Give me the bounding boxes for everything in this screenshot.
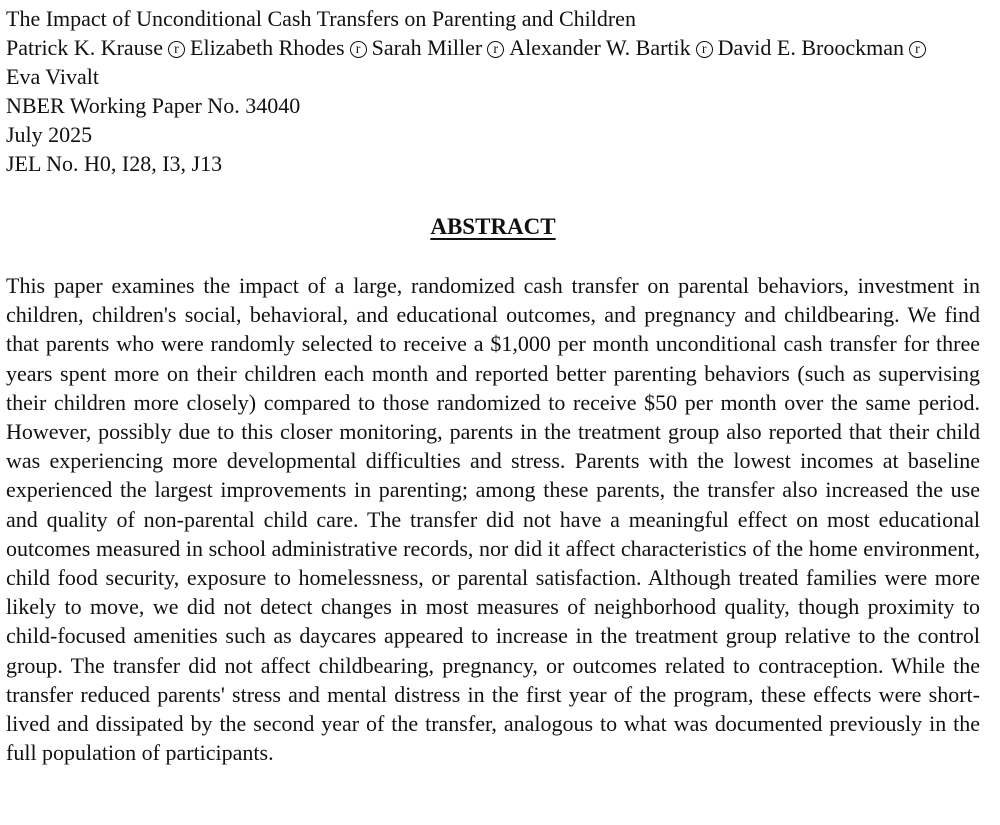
random-order-icon: r xyxy=(909,41,926,58)
working-paper-series: NBER Working Paper No. 34040 xyxy=(6,93,301,118)
author-name: Alexander W. Bartik xyxy=(509,35,691,60)
author-name: David E. Broockman xyxy=(717,35,905,60)
random-order-icon: r xyxy=(487,41,504,58)
publication-date: July 2025 xyxy=(6,122,93,147)
random-order-icon: r xyxy=(168,41,185,58)
author-name: Patrick K. Krause xyxy=(6,35,164,60)
random-order-icon: r xyxy=(696,41,713,58)
author-name: Eva Vivalt xyxy=(6,64,99,89)
random-order-icon: r xyxy=(350,41,367,58)
author-name: Elizabeth Rhodes xyxy=(190,35,345,60)
author-list xyxy=(6,33,980,91)
author-name: Sarah Miller xyxy=(371,35,483,60)
paper-title: The Impact of Unconditional Cash Transfers on Parenting and Children xyxy=(6,6,636,31)
abstract-text: This paper examines the impact of a large, randomized cash transfer on parental behaviors, investment in children, children's social, behavioral, and educational outcomes, and pregnancy and childbearing. We find that parents who were randomly selected to receive a $1,000 per month unconditional cash transfer for three years spent more on their children each month and reported better parenting behaviors (such as supervising their children more closely) compared to those randomized to receive $50 per month over the same period. However, possibly due to this closer monitoring, parents in the treatment group also reported that their child was experiencing more developmental difficulties and stress. Parents with the lowest incomes at baseline experienced the largest improvements in parenting; among these parents, the transfer also increased the use and quality of non-parental child care. The transfer did not have a meaningful effect on most educational outcomes measured in school administrative records, nor did it affect characteristics of the home environment, child food security, exposure to homelessness, or parental satisfaction. Although treated families were more likely to move, we did not detect changes in most measures of neighborhood quality, though proximity to child-focused amenities such as daycares appeared to increase in the treatment group relative to the control group. The transfer did not affect childbearing, pregnancy, or outcomes related to contraception. While the transfer reduced parents' stress and mental distress in the first year of the program, these effects were short-lived and dissipated by the second year of the transfer, analogous to what was documented previously in the full population of participants. xyxy=(6,273,980,766)
abstract-heading: ABSTRACT xyxy=(430,214,556,239)
paper-front-matter xyxy=(6,4,980,767)
jel-codes: JEL No. H0, I28, I3, J13 xyxy=(6,151,223,176)
